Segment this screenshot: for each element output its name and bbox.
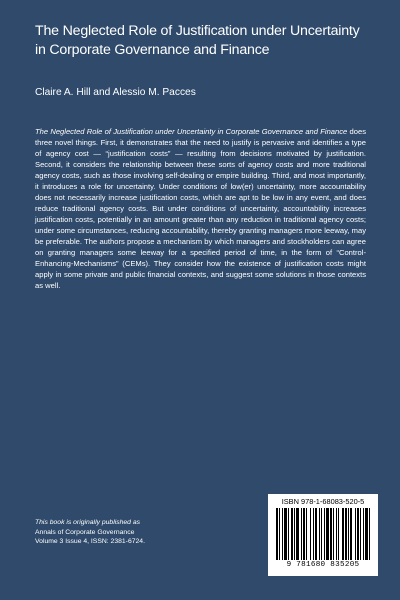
isbn-label: ISBN 978-1-68083-520-5 xyxy=(281,497,365,506)
barcode-bar xyxy=(333,508,334,560)
barcode-bar xyxy=(357,508,359,560)
barcode-bar xyxy=(288,508,289,560)
publication-note-line-1: This book is originally published as xyxy=(35,519,141,526)
book-authors: Claire A. Hill and Alessio M. Pacces xyxy=(35,87,196,98)
barcode-bar xyxy=(350,508,352,560)
book-title-line-2: in Corporate Governance and Finance xyxy=(35,42,270,58)
barcode-bar xyxy=(301,508,302,560)
barcode-bar xyxy=(330,508,332,560)
barcode-bar xyxy=(319,508,320,560)
barcode-bar xyxy=(363,508,364,560)
book-title-line-1: The Neglected Role of Justification under Uncertainty xyxy=(35,23,360,39)
barcode-bar xyxy=(336,508,337,560)
barcode-bar xyxy=(306,508,307,560)
abstract-body: does three novel things. First, it demonstrates that the need to justify is pervasive and identifies a type of agency cost — “justification costs” — resulting from decisions motivated by justification. Second, it considers the relationship between these sorts of agency costs and more traditional agency costs, such as those involving self-dealing or empire building. Third, and most importantly, it introduces a role for uncertainty. Under conditions of low(er) uncertainty, more accountability does not necessarily increase justification costs, which are apt to be low in any event, and does reduce traditional agency costs. But under conditions of uncertainty, accountability increases justification costs, potentially in an amount greater than any reduction in traditional agency costs; under some circumstances, reducing accountability, thereby granting managers more leeway, may be preferable. The authors propose a mechanism by which managers and stockholders can agree on granting managers some leeway for a specified period of time, in the form of “Control-Enhancing-Mechanisms” (CEMs). They consider how the existence of justification costs might apply in some private and public financial contexts, and suggest some solutions in those contexts as well. xyxy=(35,127,366,290)
isbn-barcode-panel xyxy=(268,494,378,576)
barcode-bar xyxy=(282,508,283,560)
barcode-bar xyxy=(303,508,305,560)
barcode-bar xyxy=(296,508,299,560)
publication-note-line-2: Annals of Corporate Governance xyxy=(35,528,135,536)
publication-note xyxy=(35,518,245,547)
publication-note-line-3: Volume 3 Issue 4, ISSN: 2381-6724. xyxy=(35,538,145,545)
barcode-number: 9 781680 835205 xyxy=(286,561,360,569)
abstract-title-reference: The Neglected Role of Justification under Uncertainty in Corporate Governance and Finance xyxy=(35,127,348,136)
barcode-bar xyxy=(324,508,325,560)
barcode-bar xyxy=(291,508,293,560)
barcode-bar xyxy=(315,508,317,560)
barcode-bar xyxy=(313,508,314,560)
barcode-bar xyxy=(310,508,311,560)
barcode-bar xyxy=(345,508,347,560)
barcode-bar xyxy=(365,508,368,560)
barcode-bar xyxy=(342,508,344,560)
barcode-bar xyxy=(294,508,295,560)
barcode-bar xyxy=(355,508,356,560)
barcode-bar xyxy=(369,508,370,560)
book-title xyxy=(35,22,375,60)
barcode-icon xyxy=(276,508,370,560)
barcode-bar xyxy=(321,508,322,560)
barcode-bar xyxy=(360,508,361,560)
barcode-bar xyxy=(338,508,339,560)
barcode-bar xyxy=(284,508,287,560)
book-abstract xyxy=(35,126,366,291)
barcode-bar xyxy=(279,508,280,560)
barcode-bar xyxy=(276,508,278,560)
barcode-bar xyxy=(326,508,329,560)
barcode-bar xyxy=(348,508,349,560)
